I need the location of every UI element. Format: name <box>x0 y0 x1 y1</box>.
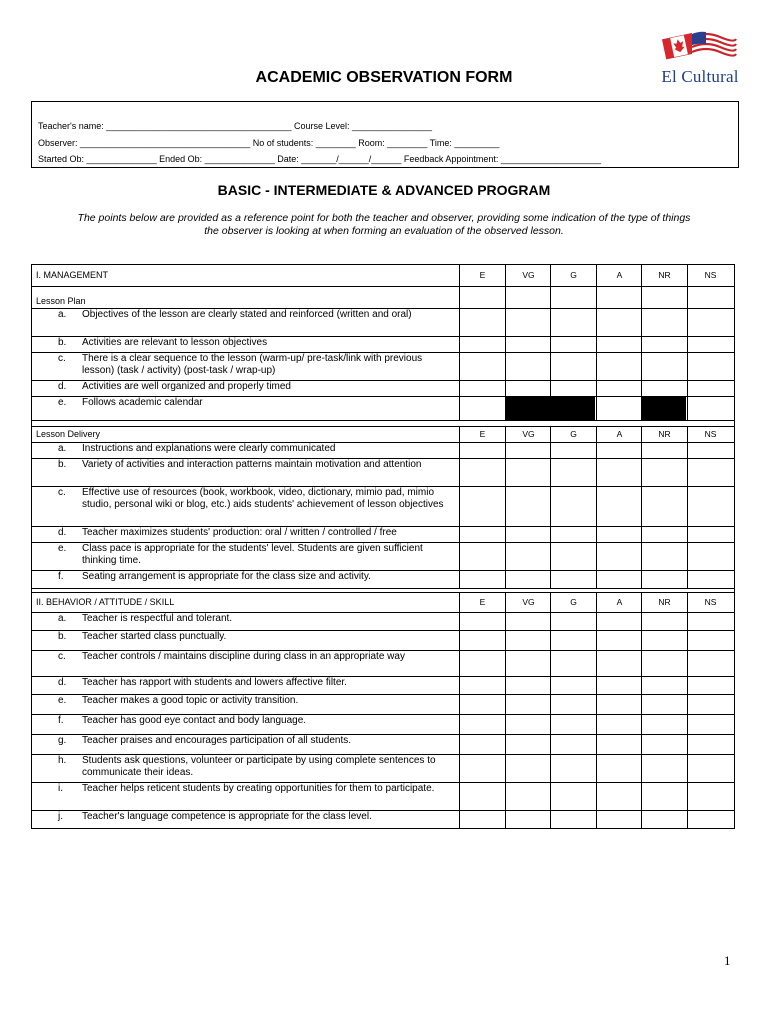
rating-cell[interactable] <box>641 734 686 754</box>
table-row <box>31 442 735 458</box>
item-letter: g. <box>58 735 67 746</box>
rating-cell[interactable] <box>687 286 732 308</box>
table-rule <box>31 486 735 487</box>
table-row <box>31 426 735 442</box>
rating-cell[interactable] <box>459 676 504 694</box>
rating-cell[interactable] <box>687 694 732 714</box>
item-letter: a. <box>58 309 67 320</box>
table-row <box>31 542 735 570</box>
table-rule <box>31 308 735 309</box>
table-row <box>31 754 735 782</box>
rating-cell[interactable] <box>459 782 504 810</box>
rating-cell[interactable] <box>459 352 504 380</box>
criterion-text: There is a clear sequence to the lesson (warm-up/ pre-task/link with previous lesson) (task / activity) (post-task / wrap-up) <box>82 353 423 376</box>
item-letter: b. <box>58 459 67 470</box>
rating-cell[interactable] <box>596 630 641 650</box>
item-letter: e. <box>58 543 67 554</box>
rating-cell[interactable] <box>687 714 732 734</box>
rating-cell[interactable] <box>596 810 641 828</box>
rating-cell[interactable] <box>596 754 641 782</box>
criterion-text: Instructions and explanations were clearly communicated <box>82 443 336 454</box>
table-rule <box>31 570 735 571</box>
item-letter: i. <box>58 783 63 794</box>
table-rule <box>31 612 735 613</box>
rating-cell[interactable] <box>641 286 686 308</box>
rating-cell[interactable] <box>596 308 641 336</box>
intro-line-1: The points below are provided as a reference point for both the teacher and observer, providing some indication of the type of things <box>77 212 691 224</box>
rating-column-header <box>641 426 686 442</box>
info-line-observer[interactable]: Observer: __________________________________ No of students: ________ Room: ________ Time: _________ <box>38 138 500 148</box>
rating-cell[interactable] <box>596 286 641 308</box>
criterion-text: Follows academic calendar <box>82 397 203 408</box>
rating-cell[interactable] <box>550 380 595 396</box>
rating-cell[interactable] <box>505 542 550 570</box>
table-rule <box>31 810 735 811</box>
blocked-rating-cell <box>550 396 595 420</box>
table-row <box>31 570 735 588</box>
teacher-info-box <box>31 101 739 168</box>
criterion-text: Teacher helps reticent students by creating opportunities for them to participate. <box>82 783 435 794</box>
rating-cell[interactable] <box>459 308 504 336</box>
table-row <box>31 486 735 526</box>
rating-cell[interactable] <box>687 352 732 380</box>
table-row <box>31 650 735 676</box>
section-heading: I. MANAGEMENT <box>36 270 109 280</box>
rating-cell[interactable] <box>459 734 504 754</box>
rating-cell[interactable] <box>550 570 595 588</box>
section-heading: II. BEHAVIOR / ATTITUDE / SKILL <box>36 597 175 607</box>
table-row <box>31 264 735 286</box>
table-rule <box>31 380 735 381</box>
rating-cell[interactable] <box>596 396 641 420</box>
criterion-text: Seating arrangement is appropriate for the class size and activity. <box>82 571 371 582</box>
rating-cell[interactable] <box>687 458 732 486</box>
rating-header-label: NR <box>658 270 671 280</box>
rating-cell[interactable] <box>459 714 504 734</box>
rating-cell[interactable] <box>687 612 732 630</box>
rating-cell[interactable] <box>505 810 550 828</box>
table-row <box>31 526 735 542</box>
table-rule <box>31 526 735 527</box>
rating-cell[interactable] <box>550 308 595 336</box>
rating-cell[interactable] <box>550 486 595 526</box>
rating-header-label: G <box>570 429 577 439</box>
rating-column-header <box>459 264 504 286</box>
item-letter: c. <box>58 651 66 662</box>
program-title: BASIC - INTERMEDIATE & ADVANCED PROGRAM <box>217 182 551 198</box>
table-border-left <box>31 264 32 829</box>
table-rule <box>31 592 735 593</box>
blocked-rating-cell <box>641 396 686 420</box>
table-row <box>31 612 735 630</box>
rating-cell[interactable] <box>641 754 686 782</box>
item-letter: f. <box>58 571 64 582</box>
rating-column-header <box>459 592 504 612</box>
rating-cell[interactable] <box>641 308 686 336</box>
rating-cell[interactable] <box>459 396 504 420</box>
table-rule <box>31 694 735 695</box>
rating-header-label: A <box>616 429 623 439</box>
rating-cell[interactable] <box>459 380 504 396</box>
rating-cell[interactable] <box>596 526 641 542</box>
rating-cell[interactable] <box>550 810 595 828</box>
rating-column-header <box>687 426 732 442</box>
rating-cell[interactable] <box>505 754 550 782</box>
rating-column-header <box>596 264 641 286</box>
table-row <box>31 396 735 420</box>
item-letter: d. <box>58 527 67 538</box>
rating-header-label: NR <box>658 597 671 607</box>
rating-column-header <box>550 264 595 286</box>
rating-cell[interactable] <box>505 486 550 526</box>
table-rule <box>31 650 735 651</box>
form-title: ACADEMIC OBSERVATION FORM <box>255 69 513 86</box>
item-letter: h. <box>58 755 67 766</box>
rating-cell[interactable] <box>687 754 732 782</box>
rating-cell[interactable] <box>550 630 595 650</box>
item-letter: e. <box>58 695 67 706</box>
rating-cell[interactable] <box>641 458 686 486</box>
rating-header-label: NS <box>704 270 717 280</box>
rating-cell[interactable] <box>596 694 641 714</box>
rating-cell[interactable] <box>550 526 595 542</box>
rating-cell[interactable] <box>550 542 595 570</box>
rating-cell[interactable] <box>550 442 595 458</box>
table-row <box>31 630 735 650</box>
rating-cell[interactable] <box>596 676 641 694</box>
rating-column-header <box>687 264 732 286</box>
criterion-text: Teacher makes a good topic or activity transition. <box>82 695 299 706</box>
rating-cell[interactable] <box>596 352 641 380</box>
table-row <box>31 810 735 828</box>
rating-cell[interactable] <box>550 782 595 810</box>
rating-cell[interactable] <box>505 458 550 486</box>
logo-text: El Cultural <box>661 67 739 86</box>
rating-header-label: E <box>479 597 486 607</box>
rating-cell[interactable] <box>459 570 504 588</box>
rating-cell[interactable] <box>505 526 550 542</box>
rating-cell[interactable] <box>505 694 550 714</box>
rating-cell[interactable] <box>550 650 595 676</box>
rating-cell[interactable] <box>459 442 504 458</box>
criterion-text: Class pace is appropriate for the students' level. Students are given sufficient thinking time. <box>82 543 423 566</box>
rating-cell[interactable] <box>550 612 595 630</box>
rating-column-header <box>596 592 641 612</box>
rating-cell[interactable] <box>641 486 686 526</box>
intro-text <box>30 212 738 238</box>
table-row <box>31 734 735 754</box>
rating-cell[interactable] <box>459 286 504 308</box>
criterion-text: Teacher has rapport with students and lowers affective filter. <box>82 677 347 688</box>
rating-cell[interactable] <box>459 650 504 676</box>
item-letter: b. <box>58 631 67 642</box>
rating-cell[interactable] <box>505 286 550 308</box>
item-letter: e. <box>58 397 67 408</box>
item-letter: d. <box>58 381 67 392</box>
rating-column-header <box>550 592 595 612</box>
rating-cell[interactable] <box>641 714 686 734</box>
rating-cell[interactable] <box>641 630 686 650</box>
table-rule <box>31 286 735 287</box>
rating-cell[interactable] <box>641 442 686 458</box>
criterion-text: Teacher is respectful and tolerant. <box>82 613 233 624</box>
rating-header-label: NS <box>704 429 717 439</box>
table-border-right <box>734 264 735 829</box>
table-rule <box>31 542 735 543</box>
table-rule <box>31 714 735 715</box>
rating-cell[interactable] <box>596 570 641 588</box>
table-rule <box>31 754 735 755</box>
rating-cell[interactable] <box>596 458 641 486</box>
criterion-text: Students ask questions, volunteer or participate by using complete sentences to communicate their ideas. <box>82 755 436 778</box>
table-row <box>31 592 735 612</box>
rating-cell[interactable] <box>459 458 504 486</box>
rating-cell[interactable] <box>596 650 641 676</box>
rating-cell[interactable] <box>641 542 686 570</box>
criterion-text: Teacher's language competence is appropriate for the class level. <box>82 811 372 822</box>
blocked-rating-cell <box>505 396 550 420</box>
table-rule <box>31 734 735 735</box>
criterion-text: Teacher maximizes students' production: oral / written / controlled / free <box>82 527 397 538</box>
page-number: 1 <box>724 953 731 968</box>
rating-cell[interactable] <box>687 734 732 754</box>
canada-usa-flags-icon <box>662 28 738 64</box>
rating-header-label: A <box>616 270 623 280</box>
rating-cell[interactable] <box>641 380 686 396</box>
rating-cell[interactable] <box>596 782 641 810</box>
table-rule <box>31 458 735 459</box>
rating-cell[interactable] <box>459 486 504 526</box>
table-rule <box>31 336 735 337</box>
table-row <box>31 308 735 336</box>
rating-cell[interactable] <box>550 714 595 734</box>
rating-cell[interactable] <box>641 810 686 828</box>
rating-cell[interactable] <box>687 442 732 458</box>
criterion-text: Effective use of resources (book, workbook, video, dictionary, mimio pad, mimio studio, personal wiki or blog, etc.) aids students' achievement of lesson objectives <box>82 487 444 510</box>
table-rule <box>31 264 735 265</box>
rating-header-label: E <box>479 429 486 439</box>
rating-cell[interactable] <box>596 486 641 526</box>
criterion-text: Teacher has good eye contact and body language. <box>82 715 307 726</box>
rating-cell[interactable] <box>687 336 732 352</box>
rating-cell[interactable] <box>505 630 550 650</box>
table-rule <box>31 426 735 427</box>
table-rule <box>31 588 735 589</box>
rating-cell[interactable] <box>505 380 550 396</box>
rating-cell[interactable] <box>505 676 550 694</box>
rating-cell[interactable] <box>687 380 732 396</box>
rating-column-header <box>459 426 504 442</box>
rating-cell[interactable] <box>641 352 686 380</box>
item-letter: c. <box>58 487 66 498</box>
item-letter: c. <box>58 353 66 364</box>
rating-cell[interactable] <box>505 782 550 810</box>
rating-cell[interactable] <box>687 650 732 676</box>
rating-cell[interactable] <box>687 486 732 526</box>
criterion-text: Objectives of the lesson are clearly stated and reinforced (written and oral) <box>82 309 412 320</box>
rating-header-label: G <box>570 597 577 607</box>
rating-cell[interactable] <box>641 570 686 588</box>
rating-cell[interactable] <box>596 612 641 630</box>
rating-cell[interactable] <box>687 630 732 650</box>
subsection-heading: Lesson Plan <box>36 296 86 306</box>
table-rule <box>31 782 735 783</box>
rating-cell[interactable] <box>459 630 504 650</box>
rating-cell[interactable] <box>687 542 732 570</box>
rating-cell[interactable] <box>550 694 595 714</box>
rating-cell[interactable] <box>505 714 550 734</box>
table-row <box>31 352 735 380</box>
rating-cell[interactable] <box>459 526 504 542</box>
rating-cell[interactable] <box>505 442 550 458</box>
rating-column-header <box>687 592 732 612</box>
criterion-text: Activities are relevant to lesson objectives <box>82 337 268 348</box>
rating-column-header <box>505 592 550 612</box>
table-row <box>31 782 735 810</box>
rating-cell[interactable] <box>459 810 504 828</box>
rating-cell[interactable] <box>641 612 686 630</box>
rating-cell[interactable] <box>505 650 550 676</box>
rating-column-header <box>641 264 686 286</box>
rating-header-label: NR <box>658 429 671 439</box>
rating-cell[interactable] <box>596 336 641 352</box>
rating-cell[interactable] <box>550 754 595 782</box>
rating-column-header <box>505 426 550 442</box>
table-row <box>31 694 735 714</box>
table-row <box>31 336 735 352</box>
item-letter: d. <box>58 677 67 688</box>
rating-cell[interactable] <box>459 542 504 570</box>
rating-cell[interactable] <box>550 286 595 308</box>
rating-cell[interactable] <box>641 526 686 542</box>
rating-cell[interactable] <box>596 380 641 396</box>
rating-cell[interactable] <box>687 570 732 588</box>
rating-cell[interactable] <box>550 734 595 754</box>
table-rule <box>31 630 735 631</box>
rating-cell[interactable] <box>550 676 595 694</box>
rating-cell[interactable] <box>459 754 504 782</box>
rating-cell[interactable] <box>550 336 595 352</box>
table-rule <box>31 420 735 421</box>
table-row <box>31 458 735 486</box>
rating-cell[interactable] <box>459 612 504 630</box>
table-rule <box>31 442 735 443</box>
rating-cell[interactable] <box>596 542 641 570</box>
rating-column-header <box>596 426 641 442</box>
item-letter: a. <box>58 613 67 624</box>
rating-header-label: E <box>479 270 486 280</box>
table-rule <box>31 676 735 677</box>
item-letter: j. <box>58 811 63 822</box>
section-heading: Lesson Delivery <box>36 429 101 439</box>
rating-cell[interactable] <box>596 714 641 734</box>
rating-cell[interactable] <box>596 734 641 754</box>
rating-cell[interactable] <box>641 676 686 694</box>
table-rule <box>31 828 735 829</box>
rating-cell[interactable] <box>505 336 550 352</box>
rating-header-label: VG <box>522 270 535 280</box>
criterion-text: Teacher praises and encourages participation of all students. <box>82 735 352 746</box>
rating-cell[interactable] <box>687 810 732 828</box>
rating-cell[interactable] <box>641 782 686 810</box>
rating-cell[interactable] <box>459 694 504 714</box>
rating-cell[interactable] <box>687 396 732 420</box>
table-row <box>31 286 735 308</box>
rating-header-label: G <box>570 270 577 280</box>
table-row <box>31 380 735 396</box>
rating-header-label: VG <box>522 429 535 439</box>
rating-cell[interactable] <box>687 782 732 810</box>
table-row <box>31 714 735 734</box>
rating-cell[interactable] <box>550 352 595 380</box>
rating-cell[interactable] <box>687 676 732 694</box>
criterion-text: Teacher started class punctually. <box>82 631 227 642</box>
criterion-text: Activities are well organized and properly timed <box>82 381 291 392</box>
rating-cell[interactable] <box>687 308 732 336</box>
rating-cell[interactable] <box>687 526 732 542</box>
criterion-text: Variety of activities and interaction patterns maintain motivation and attention <box>82 459 422 470</box>
rating-cell[interactable] <box>505 308 550 336</box>
rating-column-header <box>641 592 686 612</box>
rating-cell[interactable] <box>505 352 550 380</box>
table-row <box>31 676 735 694</box>
criterion-text: Teacher controls / maintains discipline during class in an appropriate way <box>82 651 405 662</box>
rating-cell[interactable] <box>505 612 550 630</box>
rating-cell[interactable] <box>641 336 686 352</box>
rating-cell[interactable] <box>596 442 641 458</box>
rating-cell[interactable] <box>505 734 550 754</box>
info-line-teacher[interactable]: Teacher's name: _____________________________________ Course Level: ________________ <box>38 121 433 131</box>
rating-header-label: A <box>616 597 623 607</box>
rating-header-label: NS <box>704 597 717 607</box>
rating-cell[interactable] <box>550 458 595 486</box>
table-rule <box>31 396 735 397</box>
rating-column-header <box>550 426 595 442</box>
table-rule <box>31 352 735 353</box>
info-line-times[interactable]: Started Ob: ______________ Ended Ob: ______________ Date: _______/______/______ Feedback Appointment: ____________________ <box>38 154 601 164</box>
item-letter: b. <box>58 337 67 348</box>
rating-cell[interactable] <box>641 694 686 714</box>
rating-column-header <box>505 264 550 286</box>
item-letter: f. <box>58 715 64 726</box>
rating-cell[interactable] <box>641 650 686 676</box>
rating-cell[interactable] <box>459 336 504 352</box>
rating-header-label: VG <box>522 597 535 607</box>
rating-cell[interactable] <box>505 570 550 588</box>
item-letter: a. <box>58 443 67 454</box>
intro-line-2: the observer is looking at when forming an evaluation of the observed lesson. <box>204 225 564 237</box>
